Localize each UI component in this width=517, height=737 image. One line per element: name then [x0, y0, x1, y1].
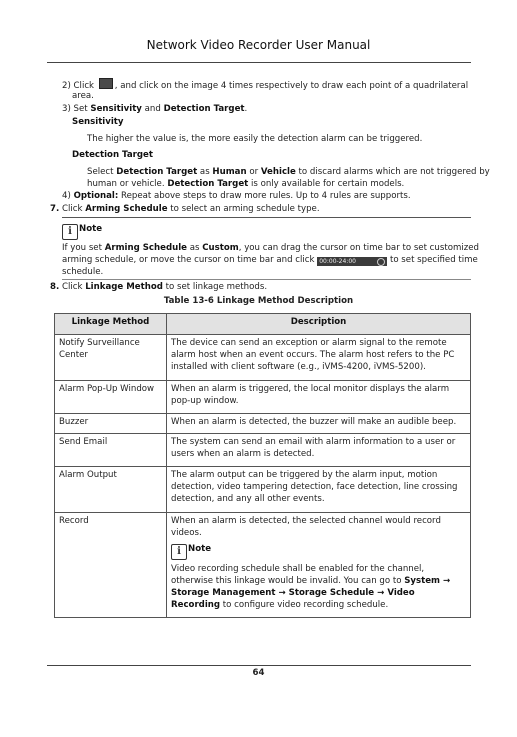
detection-target-text-1: [87, 166, 490, 178]
table-row: [55, 381, 471, 414]
dt-as: as: [197, 167, 213, 177]
table-row: [55, 434, 471, 467]
step-4-optional: Optional:: [73, 191, 119, 201]
step-8-num: 8.: [50, 282, 60, 292]
note-icon: i: [171, 544, 187, 560]
note-label: Note: [79, 224, 103, 234]
note-t1: If you set: [62, 243, 105, 253]
record-note-label: Note: [188, 544, 212, 554]
dt-rest: to discard alarms which are not triggered by: [295, 167, 490, 177]
step-4-text: Repeat above steps to draw more rules. Up to 4 rules are supports.: [118, 191, 411, 201]
dt2-bold: Detection Target: [167, 179, 249, 189]
method-cell: Buzzer: [55, 414, 167, 434]
note-bottom-rule: [62, 279, 471, 280]
table-row: [55, 467, 471, 513]
note-text-1: [62, 242, 479, 254]
step-3-text: 3) Set: [62, 104, 91, 114]
note-t2: arming schedule, or move the cursor on time bar and click: [62, 255, 315, 265]
step-3-and: and: [141, 104, 164, 114]
record-note-text: [171, 563, 466, 611]
record-note-c: to configure video recording schedule.: [220, 600, 389, 610]
page-number: 64: [252, 668, 265, 678]
description-cell: When an alarm is triggered, the local monitor displays the alarm pop-up window.: [167, 381, 471, 414]
note-text-3: schedule.: [62, 267, 104, 277]
step-3: [62, 103, 247, 115]
note-top-rule: [62, 217, 471, 218]
page-header: Network Video Recorder User Manual: [146, 38, 371, 52]
step-4: [62, 190, 411, 202]
linkage-method-table: [54, 313, 471, 618]
time-bar-icon: [317, 257, 387, 266]
step-2-text-cont: , and click on the image 4 times respectively to draw each point of a quadrilateral: [114, 81, 469, 91]
note-t1-rest: , you can drag the cursor on time bar to set customized: [238, 243, 479, 253]
detection-target-text-2: [87, 178, 404, 190]
step-7-text: to select an arming schedule type.: [167, 204, 320, 214]
dt2-rest: is only available for certain models.: [248, 179, 405, 189]
note-custom: Custom: [202, 243, 239, 253]
step-7-num: 7.: [50, 204, 60, 214]
record-note-path: Storage Management → Storage Schedule → Video Recording: [171, 588, 415, 610]
description-cell: When an alarm is detected, the buzzer will make an audible beep.: [167, 414, 471, 434]
sensitivity-heading: Sensitivity: [72, 117, 124, 127]
step-4-num: 4): [62, 191, 74, 201]
note-text-2: [62, 254, 478, 266]
step-7: [50, 203, 320, 215]
table-caption: Table 13-6 Linkage Method Description: [163, 296, 354, 306]
step-3-detection-target: Detection Target: [163, 104, 245, 114]
note-icon: i: [62, 224, 78, 240]
description-cell: The system can send an email with alarm information to a user or users when an alarm is detected.: [167, 434, 471, 467]
header-divider: [47, 62, 471, 63]
note-heading: [62, 223, 102, 240]
step-7-click: Click: [59, 204, 86, 214]
step-8: [50, 281, 267, 293]
header-description: Description: [167, 314, 471, 335]
step-3-end: .: [244, 104, 248, 114]
step-8-linkage-method: Linkage Method: [85, 282, 163, 292]
record-note-heading: [171, 543, 466, 560]
footer-divider: [47, 665, 471, 666]
record-note-a: Video recording schedule shall be enabled for the channel, otherwise this linkage would be invalid. You can go to: [171, 564, 425, 586]
time-bar-label: 00:00-24:00: [319, 258, 356, 265]
detection-target-heading: Detection Target: [72, 150, 153, 160]
note-as: as: [187, 243, 203, 253]
settings-icon: [377, 258, 385, 266]
dt-or: or: [246, 167, 261, 177]
draw-area-icon: [99, 78, 113, 89]
method-cell: Record: [55, 513, 167, 618]
dt-human: Human: [212, 167, 247, 177]
dt-bold: Detection Target: [116, 167, 198, 177]
step-8-text: to set linkage methods.: [162, 282, 268, 292]
step-3-sensitivity: Sensitivity: [90, 104, 142, 114]
step-2-text: 2) Click: [62, 81, 95, 91]
method-cell: Alarm Pop-Up Window: [55, 381, 167, 414]
table-row: [55, 513, 471, 618]
record-note-system: System →: [404, 576, 451, 586]
dt2-text: human or vehicle.: [87, 179, 168, 189]
method-cell: Notify Surveillance Center: [55, 335, 167, 381]
step-7-arming-schedule: Arming Schedule: [85, 204, 168, 214]
step-8-click: Click: [59, 282, 86, 292]
step-2: [62, 78, 468, 92]
dt-text: Select: [87, 167, 117, 177]
table-header-row: [55, 314, 471, 335]
sensitivity-text: The higher the value is, the more easily the detection alarm can be triggered.: [87, 134, 423, 144]
description-cell: The alarm output can be triggered by the alarm input, motion detection, video tampering detection, face detection, line crossing detection, and any all other events.: [167, 467, 471, 513]
description-cell: The device can send an exception or alarm signal to the remote alarm host when an event occurs. The alarm host refers to the PC installed with client software (e.g., iVMS-4200, iVMS-5200).: [167, 335, 471, 381]
header-linkage-method: Linkage Method: [55, 314, 167, 335]
record-description: When an alarm is detected, the selected channel would record videos.: [171, 516, 441, 538]
method-cell: Alarm Output: [55, 467, 167, 513]
description-cell: [167, 513, 471, 618]
table-row: [55, 414, 471, 434]
method-cell: Send Email: [55, 434, 167, 467]
note-arming: Arming Schedule: [104, 243, 188, 253]
table-row: [55, 335, 471, 381]
dt-vehicle: Vehicle: [260, 167, 296, 177]
note-t2-rest: to set specified time: [389, 255, 478, 265]
step-2-wrap: area.: [72, 91, 94, 101]
